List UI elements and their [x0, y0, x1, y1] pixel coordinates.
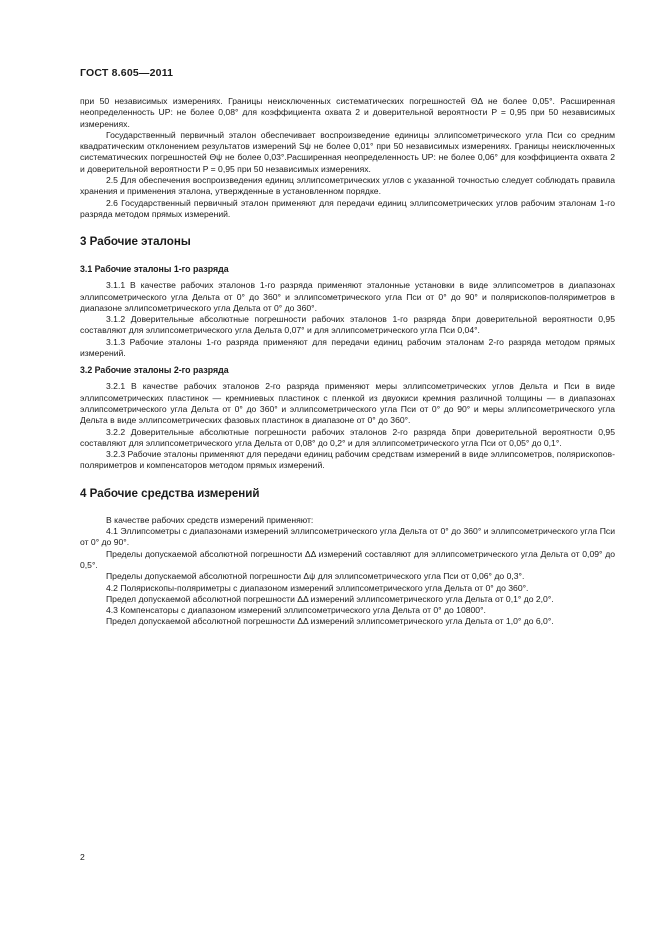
paragraph-3-1-1: 3.1.1 В качестве рабочих эталонов 1-го разряда применяют эталонные установки в виде эллипсометров в диапазонах эллипсометрического угла Дельта от 0° до 360° и эллипсометрического угла Пси от 0° до 90° и полярископов-поляриметров в диапазоне эллипсометрического угла Дельта от 0° до 360°. — [80, 280, 615, 313]
paragraph-3-2-3: 3.2.3 Рабочие эталоны применяют для передачи единиц рабочим средствам измерений в виде эллипсометров, полярископов-поляриметров и компенсаторов методом прямых измерений. — [80, 449, 615, 471]
subsection-3-1-heading: 3.1 Рабочие эталоны 1-го разряда — [80, 264, 229, 275]
document-header-code: ГОСТ 8.605—2011 — [80, 67, 174, 79]
section-3-heading: 3 Рабочие эталоны — [80, 235, 191, 249]
section-4-heading: 4 Рабочие средства измерений — [80, 486, 260, 500]
paragraph-2-6: 2.6 Государственный первичный эталон применяют для передачи единиц эллипсометрических углов рабочим эталонам 1-го разряда методом прямых измерений. — [80, 197, 615, 219]
document-body — [80, 96, 615, 628]
paragraph-3-1-3: 3.1.3 Рабочие эталоны 1-го разряда применяют для передачи единиц рабочим эталонам 2-го разряда методом прямых измерений. — [80, 336, 615, 359]
paragraph-4-1-delta: Пределы допускаемой абсолютной погрешности ΔΔ измерений составляют для эллипсометрического угла Дельта от 0,09° до 0,5°. — [80, 548, 615, 570]
paragraph-4-1: 4.1 Эллипсометры с диапазонами измерений эллипсометрического угла Дельта от 0° до 360° и эллипсометрического угла Пси от 0° до 90°. — [80, 526, 615, 548]
paragraph-2-5: 2.5 Для обеспечения воспроизведения единиц эллипсометрических углов с указанной точностью следует соблюдать правила хранения и применения эталона, утвержденные в установленном порядке. — [80, 175, 615, 197]
paragraph-4-3-delta: Предел допускаемой абсолютной погрешности ΔΔ измерений эллипсометрического угла Дельта от 1,0° до 6,0°. — [106, 616, 554, 627]
paragraph-3-2-2: 3.2.2 Доверительные абсолютные погрешности рабочих эталонов 2-го разряда δпри доверительной вероятности 0,95 составляют для эллипсометрического угла Дельта от 0,08° до 0,2° и для эллипсометрического угла Пси от 0,05° до 0,1°. — [80, 426, 615, 448]
paragraph-3-2-1: 3.2.1 В качестве рабочих эталонов 2-го разряда применяют меры эллипсометрических углов Дельта и Пси в виде эллипсометрических пластинок — кремниевых пластинок с пленкой из двуокиси кремния различной толщины — в диапазонах эллипсометрического угла Дельта от 0° до 360° и эллипсометрического угла Пси от 0° до 90° и меры эллипсометрического угла Дельта в виде эллипсометрических фазовых пластинок в диапазоне от 0° до 360°. — [80, 381, 615, 426]
page-number: 2 — [80, 852, 85, 862]
subsection-3-2-heading: 3.2 Рабочие эталоны 2-го разряда — [80, 365, 229, 376]
paragraph-continuation: при 50 независимых измерениях. Границы неисключенных систематических погрешностей ΘΔ не более 0,05°. Расширенная неопределенность UP: не более 0,08° для коэффициента охвата 2 и доверительной вероятности P = 0,95 при 50 независимых измерениях. — [80, 96, 615, 129]
paragraph-4-2-delta: Предел допускаемой абсолютной погрешности ΔΔ измерений эллипсометрического угла Дельта от 0,1° до 2,0°. — [106, 593, 554, 604]
paragraph-4-2: 4.2 Полярископы-поляриметры с диапазоном измерений эллипсометрического угла Дельта от 0° до 360°. — [106, 582, 529, 593]
paragraph-3-1-2: 3.1.2 Доверительные абсолютные погрешности рабочих эталонов 1-го разряда δпри доверительной вероятности 0,95 составляют для эллипсометрического угла Дельта 0,07° и для эллипсометрического угла Пси 0,04°. — [80, 314, 615, 336]
paragraph-4-intro: В качестве рабочих средств измерений применяют: — [106, 514, 314, 525]
paragraph-primary-standard: Государственный первичный эталон обеспечивает воспроизведение единицы эллипсометрического угла Пси со средним квадратическим отклонением результатов измерений Sψ не более 0,01° при 50 независимых измерениях. Границы неисключенных систематических погрешностей Θψ не более 0,03°.Расширенная неопределенность UP: не более 0,06° для коэффициента охвата 2 и доверительной вероятности P = 0,95 при 50 независимых измерениях. — [80, 129, 615, 174]
paragraph-4-1-psi: Пределы допускаемой абсолютной погрешности Δψ для эллипсометрического угла Пси от 0,06° до 0,3°. — [106, 571, 525, 582]
paragraph-4-3: 4.3 Компенсаторы с диапазоном измерений эллипсометрического угла Дельта от 0° до 10800°. — [106, 605, 486, 616]
